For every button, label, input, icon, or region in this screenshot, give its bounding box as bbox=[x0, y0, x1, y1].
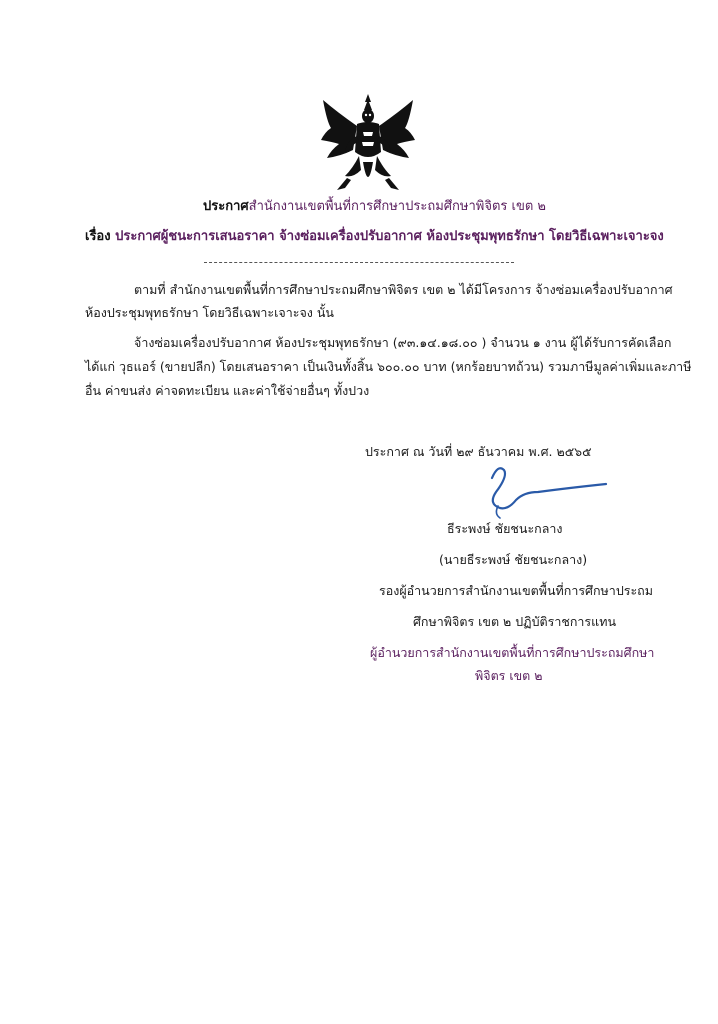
body-paragraph-2-line-3: อื่น ค่าขนส่ง ค่าจดทะเบียน และค่าใช้จ่ายอื่นๆ ทั้งปวง bbox=[85, 383, 370, 398]
signer-role-line-1: รองผู้อำนวยการสำนักงานเขตพื้นที่การศึกษาประถม bbox=[379, 583, 653, 598]
handwritten-signature bbox=[478, 458, 608, 524]
body-paragraph-1-line-1: ตามที่ สำนักงานเขตพื้นที่การศึกษาประถมศึกษาพิจิตร เขต ๒ ได้มีโครงการ จ้างซ่อมเครื่องปรับอากาศ bbox=[134, 282, 673, 297]
heading-office: สำนักงานเขตพื้นที่การศึกษาประถมศึกษาพิจิตร เขต ๒ bbox=[248, 199, 546, 214]
announcement-subject bbox=[85, 228, 664, 246]
subject-text: ประกาศผู้ชนะการเสนอราคา จ้างซ่อมเครื่องปรับอากาศ ห้องประชุมพุทธรักษา โดยวิธีเฉพาะเจาะจง bbox=[115, 229, 664, 244]
garuda-emblem-icon bbox=[317, 92, 419, 196]
body-paragraph-2-line-2: ได้แก่ วุธแอร์ (ขายปลีก) โดยเสนอราคา เป็นเงินทั้งสิ้น ๖๐๐.๐๐ บาท (หกร้อยบาทถ้วน) รวมภาษีมูลค่าเพิ่มและภาษี bbox=[85, 359, 692, 374]
divider-rule bbox=[204, 262, 514, 263]
body-paragraph-1-line-2: ห้องประชุมพุทธรักษา โดยวิธีเฉพาะเจาะจง นั้น bbox=[85, 305, 334, 320]
signer-role-line-2: ศึกษาพิจิตร เขต ๒ ปฏิบัติราชการแทน bbox=[413, 614, 616, 629]
announcement-heading bbox=[203, 198, 546, 216]
signer-name: ธีระพงษ์ ชัยชนะกลาง bbox=[447, 521, 563, 536]
heading-lead: ประกาศ bbox=[203, 199, 249, 214]
subject-lead: เรื่อง bbox=[85, 229, 116, 244]
signer-name-parenthetical: (นายธีระพงษ์ ชัยชนะกลาง) bbox=[439, 552, 588, 567]
body-paragraph-2-line-1: จ้างซ่อมเครื่องปรับอากาศ ห้องประชุมพุทธรักษา (๙๓.๑๔.๑๘.๐๐ ) จำนวน ๑ งาน ผู้ได้รับการคัดเลือก bbox=[134, 335, 672, 350]
announcement-date: ประกาศ ณ วันที่ ๒๙ ธันวาคม พ.ศ. ๒๕๖๕ bbox=[365, 444, 592, 459]
signer-role-line-4: พิจิตร เขต ๒ bbox=[475, 668, 543, 683]
signer-role-line-3: ผู้อำนวยการสำนักงานเขตพื้นที่การศึกษาประถมศึกษา bbox=[370, 645, 655, 660]
